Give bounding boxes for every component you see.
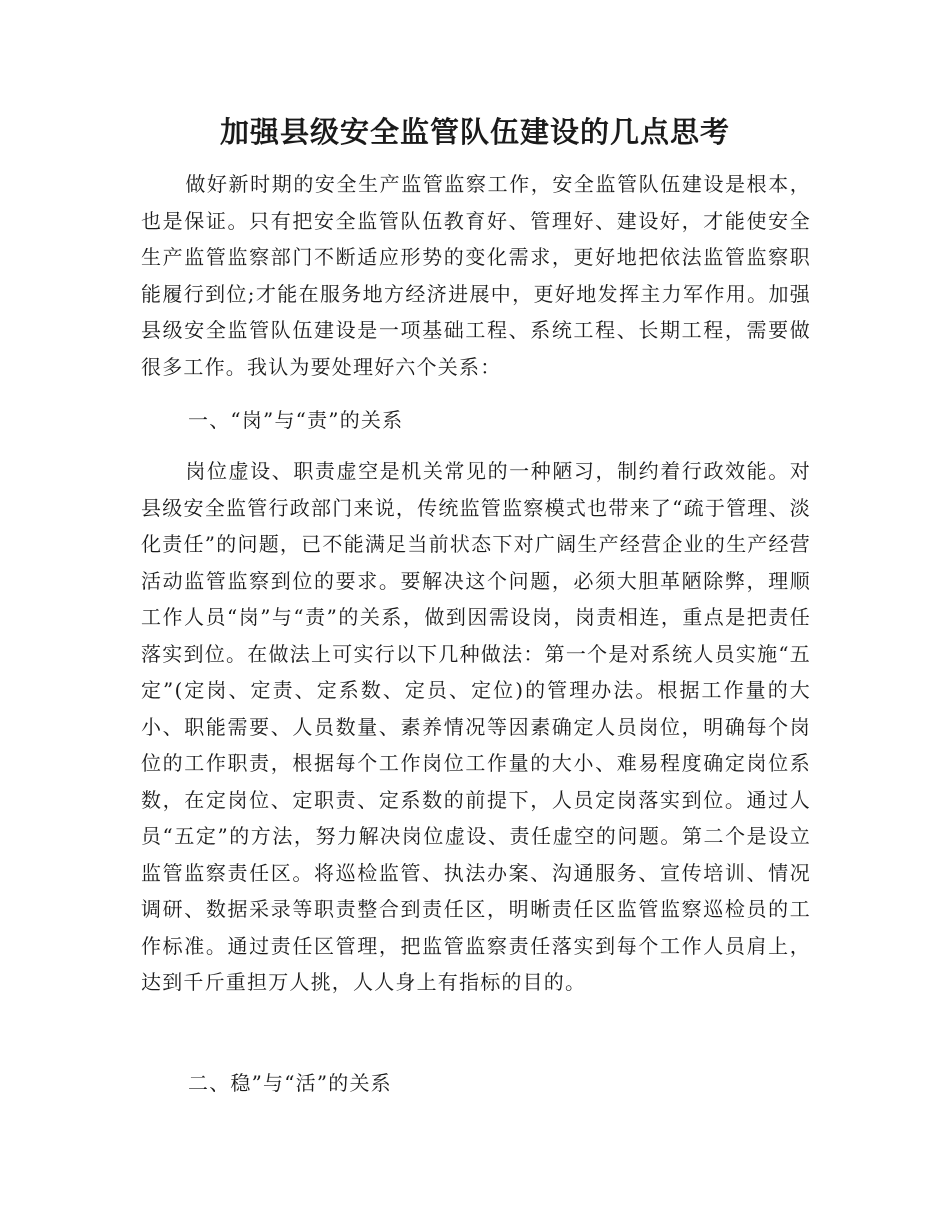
- intro-text: 做好新时期的安全生产监管监察工作，安全监管队伍建设是根本，也是保证。只有把安全监管队伍教育好、管理好、建设好，才能使安全生产监管监察部门不断适应形势的变化需求，更好地把依法监管监察职能履行到位;才能在服务地方经济进展中，更好地发挥主力军作用。加强县级安全监管队伍建设是一项基础工程、系统工程、长期工程，需要做很多工作。我认为要处理好六个关系：: [141, 172, 811, 379]
- intro-paragraph: [141, 166, 811, 385]
- section-1-paragraph: [141, 453, 811, 1001]
- document-title: 加强县级安全监管队伍建设的几点思考: [219, 115, 730, 149]
- section-heading-2: 二、稳”与“活”的关系: [188, 1071, 392, 1095]
- section-heading-1: 一、“岗”与“责”的关系: [188, 408, 404, 432]
- section-1-text: 岗位虚设、职责虚空是机关常见的一种陋习，制约着行政效能。对县级安全监管行政部门来说，传统监管监察模式也带来了“疏于管理、淡化责任”的问题，已不能满足当前状态下对广阔生产经营企业的生产经营活动监管监察到位的要求。要解决这个问题，必须大胆革陋除弊，理顺工作人员“岗”与“责”的关系，做到因需设岗，岗责相连，重点是把责任落实到位。在做法上可实行以下几种做法：第一个是对系统人员实施“五定”(定岗、定责、定系数、定员、定位)的管理办法。根据工作量的大小、职能需要、人员数量、素养情况等因素确定人员岗位，明确每个岗位的工作职责，根据每个工作岗位工作量的大小、难易程度确定岗位系数，在定岗位、定职责、定系数的前提下，人员定岗落实到位。通过人员“五定”的方法，努力解决岗位虚设、责任虚空的问题。第二个是设立监管监察责任区。将巡检监管、执法办案、沟通服务、宣传培训、情况调研、数据采录等职责整合到责任区，明晰责任区监管监察巡检员的工作标准。通过责任区管理，把监管监察责任落实到每个工作人员肩上，达到千斤重担万人挑，人人身上有指标的目的。: [141, 459, 811, 994]
